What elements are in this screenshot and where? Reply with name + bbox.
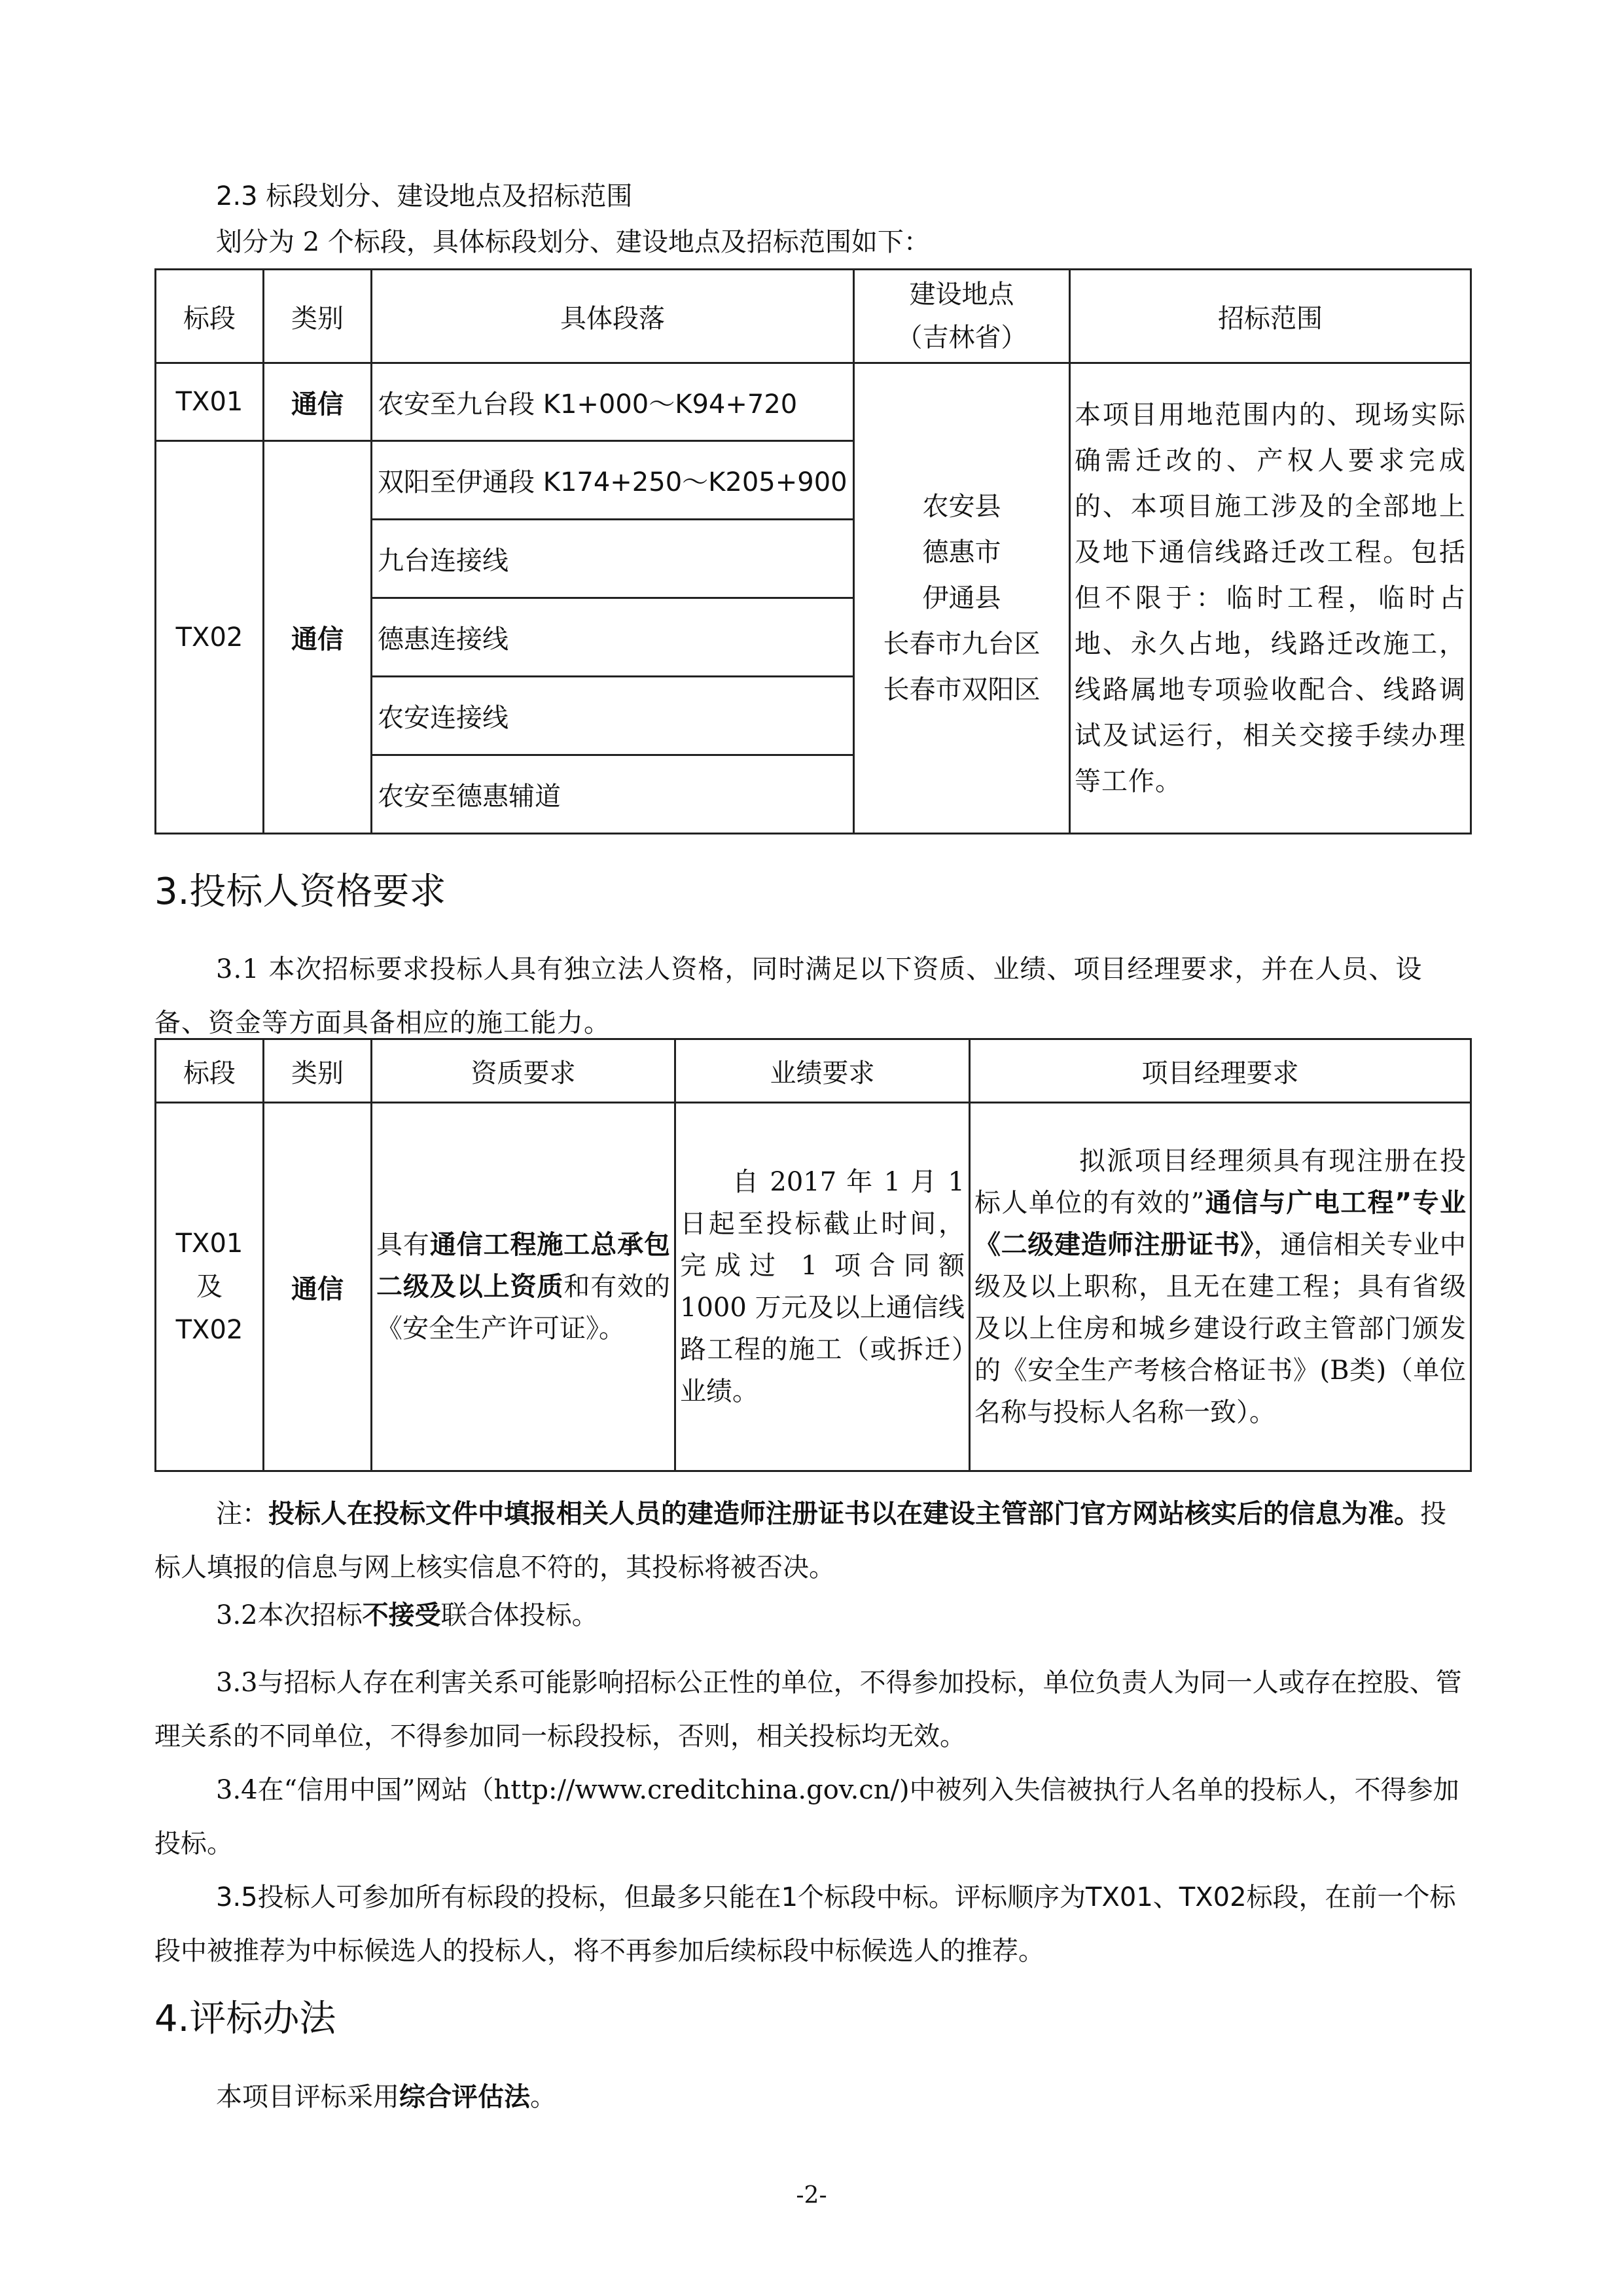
header-section: 标段 (156, 1039, 264, 1103)
scope-cell: 本项目用地范围内的、现场实际确需迁改的、产权人要求完成的、本项目施工涉及的全部地上及地下通信线路迁改工程。包括但不限于：临时工程，临时占地、永久占地，线路迁改施工，线路属地专项验收配合、线路调试及试运行，相关交接手续办理等工作。 (1070, 363, 1471, 834)
table-row (156, 1103, 1471, 1471)
manager-cell (970, 1103, 1471, 1471)
section-3-3-text: 3.3与招标人存在利害关系可能影响招标公正性的单位，不得参加投标，单位负责人为同一人或存在控股、管理关系的不同单位，不得参加同一标段投标，否则，相关投标均无效。 (154, 1668, 1462, 1751)
section-3-4-text: 3.4在“信用中国”网站（http://www.creditchina.gov.cn/)中被列入失信被执行人名单的投标人，不得参加投标。 (154, 1775, 1459, 1859)
location-item: 长春市九台区 (883, 629, 1041, 659)
section-3-2-text (216, 1600, 598, 1631)
p3-2-pre: 3.2本次招标 (216, 1600, 363, 1630)
lot-table-header (156, 270, 1471, 363)
qualification-cell (372, 1103, 675, 1471)
row-section: TX01 (156, 363, 264, 441)
header-location-line1: 建设地点 (909, 279, 1014, 310)
note-label: 注： (216, 1499, 268, 1529)
row-category: 通信 (264, 363, 372, 441)
section-4-text (216, 2081, 556, 2113)
header-manager: 项目经理要求 (970, 1039, 1471, 1103)
row-section: TX02 (156, 441, 264, 834)
table-row (156, 363, 1471, 441)
manager-post: ，通信相关专业中级及以上职称，且无在建工程；具有省级及以上住房和城乡建设行政主管部门颁发的《安全生产考核合格证书》(B类)（单位名称与投标人名称一致）。 (974, 1230, 1467, 1427)
manager-bold: 通信与广电工程”专业《二级建造师注册证书》 (974, 1188, 1466, 1260)
qualification-table-header (156, 1039, 1471, 1103)
section-3-1-text: 3.1 本次招标要求投标人具有独立法人资格，同时满足以下资质、业绩、项目经理要求，并在人员、设备、资金等方面具备相应的施工能力。 (154, 954, 1423, 1038)
section-4-post: 。 (530, 2082, 556, 2112)
row-category: 通信 (264, 441, 372, 834)
header-performance: 业绩要求 (675, 1039, 970, 1103)
header-category: 类别 (264, 270, 372, 363)
header-category: 类别 (264, 1039, 372, 1103)
header-location (854, 270, 1070, 363)
section-2-3-heading: 2.3 标段划分、建设地点及招标范围 (216, 181, 633, 211)
lot-table (154, 268, 1472, 834)
section-line: 及 (196, 1272, 223, 1302)
location-item: 德惠市 (922, 537, 1001, 567)
section-4-pre: 本项目评标采用 (216, 2082, 399, 2112)
performance-cell: 自 2017 年 1 月 1 日起至投标截止时间，完成过 1 项合同额 1000 万元及以上通信线路工程的施工（或拆迁）业绩。 (675, 1103, 970, 1471)
section-3-heading: 3.投标人资格要求 (154, 870, 446, 913)
row-segment: 双阳至伊通段 K174+250～K205+900 (372, 441, 854, 520)
location-item: 长春市双阳区 (883, 675, 1041, 705)
row-segment: 德惠连接线 (372, 598, 854, 677)
row-segment: 九台连接线 (372, 520, 854, 598)
header-location-line2: （吉林省） (896, 323, 1027, 353)
p3-2-bold: 不接受 (362, 1600, 441, 1630)
manager-pre: 拟派项目经理须具有现注册在投标人单位的有效的” (974, 1146, 1466, 1218)
section-line: TX01 (175, 1229, 243, 1259)
location-item: 农安县 (922, 492, 1001, 522)
p3-2-post: 联合体投标。 (440, 1600, 598, 1630)
qualification-pre: 具有 (376, 1230, 430, 1260)
location-item: 伊通县 (922, 583, 1001, 613)
header-qualification: 资质要求 (372, 1039, 675, 1103)
page-number: -2- (796, 2182, 827, 2209)
header-segments: 具体段落 (372, 270, 854, 363)
qualification-post: 和有效的《安全生产许可证》。 (376, 1272, 671, 1344)
section-2-3-intro: 划分为 2 个标段，具体标段划分、建设地点及招标范围如下： (216, 227, 930, 257)
section-4-heading: 4.评标办法 (154, 1998, 336, 2040)
row-segment: 农安至九台段 K1+000～K94+720 (372, 363, 854, 441)
row-section (156, 1103, 264, 1471)
row-segment: 农安至德惠辅道 (372, 755, 854, 834)
header-section: 标段 (156, 270, 264, 363)
qualification-table (154, 1038, 1472, 1472)
note-paragraph (154, 1487, 1470, 1594)
note-bold: 投标人在投标文件中填报相关人员的建造师注册证书以在建设主管部门官方网站核实后的信息为准。 (268, 1499, 1420, 1529)
qualification-bold: 通信工程施工总承包二级及以上资质 (376, 1230, 671, 1302)
section-3-5-text: 3.5投标人可参加所有标段的投标，但最多只能在1个标段中标。评标顺序为TX01、TX02标段，在前一个标段中被推荐为中标候选人的投标人，将不再参加后续标段中标候选人的推荐。 (154, 1882, 1456, 1966)
note-rest: 投标人填报的信息与网上核实信息不符的，其投标将被否决。 (154, 1499, 1446, 1583)
section-4-bold: 综合评估法 (399, 2082, 530, 2112)
header-scope: 招标范围 (1070, 270, 1471, 363)
location-cell (854, 363, 1070, 834)
row-category: 通信 (264, 1103, 372, 1471)
row-segment: 农安连接线 (372, 677, 854, 755)
section-line: TX02 (175, 1315, 243, 1345)
